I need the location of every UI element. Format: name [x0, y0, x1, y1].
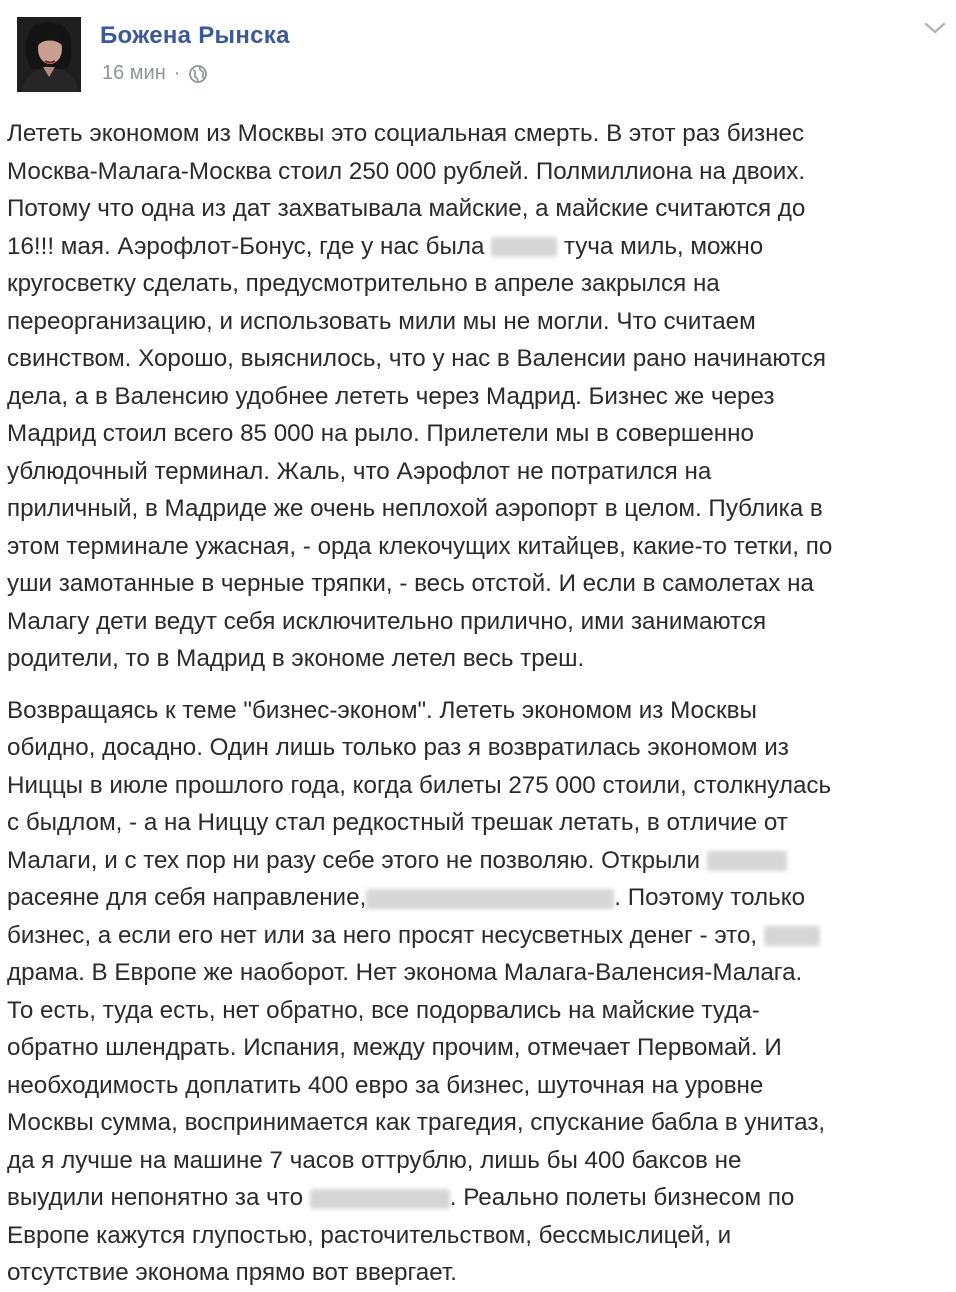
- post-line: [7, 1029, 952, 1067]
- avatar-portrait: [17, 17, 81, 92]
- post-line: [7, 1217, 952, 1255]
- post-line: [7, 415, 952, 453]
- text-segment: Мадрид стоил всего 85 000 на рыло. Прилетели мы в совершенно: [7, 420, 754, 447]
- post-paragraph: [7, 115, 952, 678]
- post-line: [7, 729, 952, 767]
- redacted-text: [310, 1189, 450, 1209]
- text-segment: Потому что одна из дат захватывала майские, а майские считаются до: [7, 195, 806, 222]
- text-segment: Возвращаясь к теме "бизнес-эконом". Лететь экономом из Москвы: [7, 696, 757, 724]
- post-line: [7, 1179, 952, 1217]
- text-segment: Ниццы в июле прошлого года, когда билеты 275 000 стоили, столкнулась: [7, 771, 832, 799]
- post-text: [7, 115, 952, 1292]
- text-segment: Лететь экономом из Москвы это социальная смерть. В этот раз бизнес: [7, 120, 805, 147]
- post-line: [7, 1104, 952, 1142]
- text-segment: да я лучше на машине 7 часов оттрублю, лишь бы 400 баксов не: [7, 1146, 742, 1174]
- text-segment: туча миль, можно: [557, 232, 764, 260]
- post-timestamp[interactable]: 16 мин: [102, 62, 166, 84]
- text-segment: ублюдочный терминал. Жаль, что Аэрофлот не потратился на: [7, 457, 712, 485]
- post-line: [7, 954, 952, 992]
- post-line: [7, 528, 952, 566]
- text-segment: необходимость доплатить 400 евро за бизнес, шуточная на уровне: [7, 1071, 764, 1099]
- post-line: [7, 1067, 952, 1105]
- post-line: [7, 153, 952, 191]
- post-line: [7, 565, 952, 603]
- post-line: [7, 879, 952, 917]
- text-segment: Москвы сумма, воспринимается как трагедия, спускание бабла в унитаз,: [7, 1109, 826, 1136]
- text-segment: Европе кажутся глупостью, расточительством, бессмыслицей, и: [7, 1221, 732, 1249]
- text-segment: . Реально полеты бизнесом по: [449, 1184, 795, 1211]
- post-line: [7, 1254, 952, 1292]
- post-line: [7, 453, 952, 491]
- text-segment: Москва-Малага-Москва стоил 250 000 рублей. Полмиллиона на двоих.: [7, 157, 806, 185]
- text-segment: переорганизацию, и использовать мили мы не могли. Что считаем: [7, 307, 756, 335]
- post-line: [7, 190, 952, 228]
- redacted-text: [707, 851, 787, 871]
- post-line: [7, 228, 952, 266]
- text-segment: обратно шлендрать. Испания, между прочим, отмечает Первомай. И: [7, 1034, 782, 1061]
- post-line: [7, 490, 952, 528]
- text-segment: Малагу дети ведут себя исключительно прилично, ими занимаются: [7, 607, 767, 635]
- post-line: [7, 265, 952, 303]
- text-segment: То есть, туда есть, нет обратно, все подорвались на майские туда-: [7, 996, 760, 1024]
- post-line: [7, 917, 952, 955]
- text-segment: выудили непонятно за что: [7, 1184, 310, 1211]
- text-segment: свинством. Хорошо, выяснилось, что у нас в Валенсии рано начинаются: [7, 345, 827, 372]
- chevron-down-icon[interactable]: [922, 18, 948, 38]
- text-segment: уши замотанные в черные тряпки, - весь отстой. И если в самолетах на: [7, 570, 814, 597]
- post-line: [7, 603, 952, 641]
- redacted-text: [491, 237, 557, 257]
- avatar[interactable]: [17, 17, 81, 92]
- text-segment: расеяне для себя направление,: [7, 884, 367, 911]
- globe-icon[interactable]: [188, 64, 208, 84]
- author-name[interactable]: Божена Рынска: [100, 22, 290, 49]
- text-segment: приличный, в Мадриде же очень неплохой аэропорт в целом. Публика в: [7, 495, 823, 522]
- post-line: [7, 640, 952, 678]
- post-meta: [102, 62, 208, 85]
- text-segment: обидно, досадно. Один лишь только раз я возвратилась экономом из: [7, 734, 789, 761]
- text-segment: родители, то в Мадрид в экономе летел весь треш.: [7, 645, 585, 672]
- post-line: [7, 992, 952, 1030]
- text-segment: 16!!! мая. Аэрофлот-Бонус, где у нас была: [7, 232, 492, 260]
- text-segment: отсутствие эконома прямо вот ввергает.: [7, 1259, 457, 1286]
- text-segment: с быдлом, - а на Ниццу стал редкостный трешак летать, в отличие от: [7, 809, 788, 836]
- post-line: [7, 767, 952, 805]
- redacted-text: [366, 889, 614, 909]
- post-line: [7, 804, 952, 842]
- post-line: [7, 378, 952, 416]
- meta-separator: ·: [173, 62, 181, 84]
- post-line: [7, 1142, 952, 1180]
- post-line: [7, 115, 952, 153]
- text-segment: . Поэтому только: [614, 884, 806, 911]
- text-segment: Малаги, и с тех пор ни разу себе этого не позволяю. Открыли: [7, 846, 707, 874]
- text-segment: кругосветку сделать, предусмотрительно в апреле закрылся на: [7, 270, 720, 297]
- post-line: [7, 303, 952, 341]
- post-line: [7, 842, 952, 880]
- text-segment: бизнес, а если его нет или за него просят несусветных денег - это,: [7, 921, 764, 949]
- text-segment: дела, а в Валенсию удобнее лететь через Мадрид. Бизнес же через: [7, 382, 775, 410]
- post-paragraph: [7, 692, 952, 1292]
- post-line: [7, 692, 952, 730]
- text-segment: драма. В Европе же наоборот. Нет эконома Малага-Валенсия-Малага.: [7, 959, 803, 986]
- post-line: [7, 340, 952, 378]
- redacted-text: [764, 926, 820, 946]
- text-segment: этом терминале ужасная, - орда клекочущих китайцев, какие-то тетки, по: [7, 532, 833, 560]
